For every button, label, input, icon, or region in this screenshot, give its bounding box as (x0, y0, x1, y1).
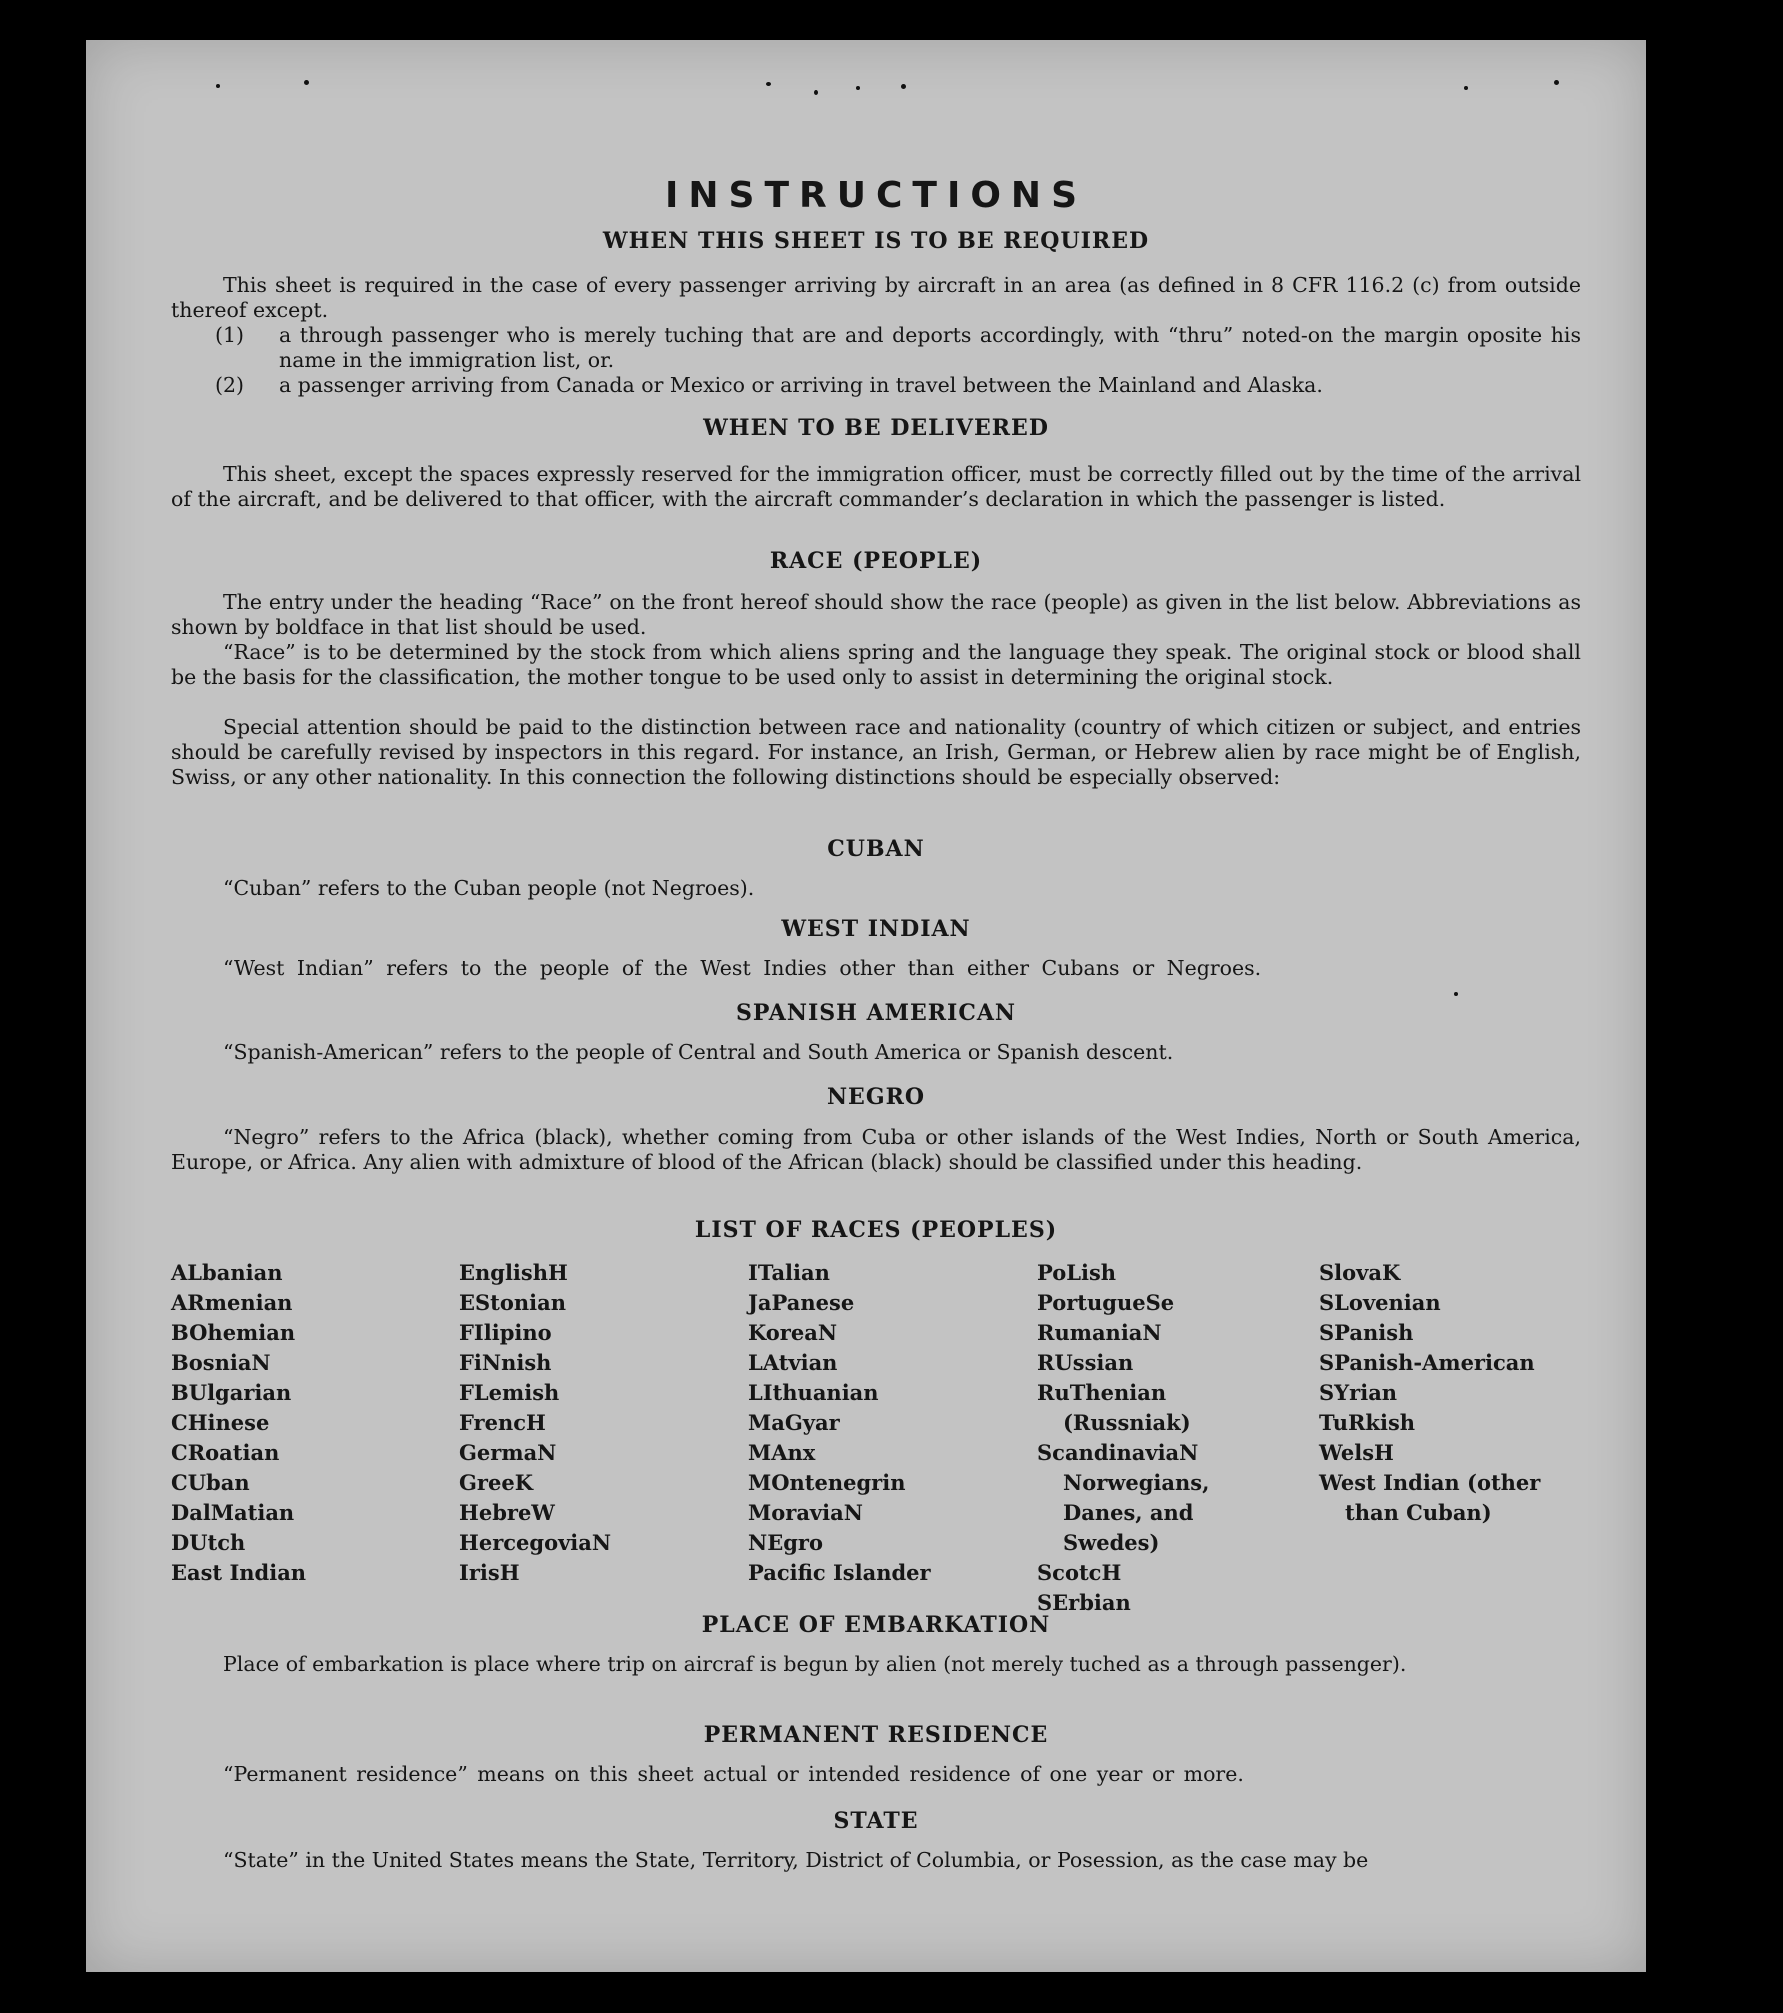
paragraph-negro: “Negro” refers to the Africa (black), whether coming from Cuba or other islands of the West Indies, North or South America, Europe, or Africa. Any alien with admixture of blood of the African (black) should be classified under this heading. (171, 1125, 1581, 1174)
paragraph-race-3: Special attention should be paid to the distinction between race and nationality (country of which citizen or subject, and entries should be carefully revised by inspectors in this regard. For instance, an Irish, German, or Hebrew alien by race might be of English, Swiss, or any other nationality. In this connection the following distinctions should be especially observed: (171, 715, 1581, 789)
race-item: SlovaK (1319, 1260, 1401, 1285)
scan-speck (901, 84, 906, 89)
race-item: EnglishH (459, 1260, 568, 1285)
race-item: CRoatian (171, 1440, 280, 1465)
heading-west-indian: WEST INDIAN (781, 916, 971, 942)
heading-embarkation: PLACE OF EMBARKATION (701, 1612, 1051, 1638)
race-item: KoreaN (748, 1320, 838, 1345)
race-item: EStonian (459, 1290, 566, 1315)
document-title: INSTRUCTIONS (665, 175, 1087, 216)
race-item: PoLish (1037, 1260, 1117, 1285)
scan-speck (856, 86, 860, 90)
paragraph-when-delivered: This sheet, except the spaces expressly reserved for the immigration officer, must be correctly filled out by the time of the arrival of the aircraft, and be delivered to that officer, with the aircraft commander’s declaration in which the passenger is listed. (171, 462, 1581, 511)
race-item: HebreW (459, 1500, 555, 1525)
list-item-text: a through passenger who is merely tuching that are and deports accordingly, with “thru” noted-on the margin oposite his name in the immigration list, or. (279, 323, 1581, 372)
heading-spanish-american: SPANISH AMERICAN (735, 1000, 1017, 1026)
heading-residence: PERMANENT RESIDENCE (703, 1722, 1049, 1748)
race-item: East Indian (171, 1560, 307, 1585)
heading-state: STATE (833, 1808, 919, 1834)
paragraph-embarkation: Place of embarkation is place where trip on aircraf is begun by alien (not merely tuched as a through passenger). (223, 1652, 1407, 1676)
scan-speck (1554, 80, 1559, 85)
race-item: PortugueSe (1037, 1290, 1175, 1315)
race-item: MaGyar (748, 1410, 840, 1435)
race-item: BOhemian (171, 1320, 296, 1345)
paragraph-race-1: The entry under the heading “Race” on the front hereof should show the race (people) as given in the list below. Abbreviations as shown by boldface in that list should be used. (171, 590, 1581, 639)
paragraph-residence: “Permanent residence” means on this sheet actual or intended residence of one year or more. (223, 1762, 1244, 1786)
list-item-text: a passenger arriving from Canada or Mexico or arriving in travel between the Mainland and Alaska. (279, 373, 1323, 397)
race-item: ALbanian (171, 1260, 283, 1285)
scan-speck (216, 84, 220, 88)
race-column (1037, 1258, 1282, 1618)
race-item: GreeK (459, 1470, 533, 1495)
race-item: RUssian (1037, 1350, 1134, 1375)
race-item: MOntenegrin (748, 1470, 906, 1495)
race-item: BUlgarian (171, 1380, 292, 1405)
race-item: NEgro (748, 1530, 823, 1555)
race-column (459, 1258, 729, 1588)
race-item: ScotcH (1037, 1560, 1122, 1585)
paragraph-cuban: “Cuban” refers to the Cuban people (not Negroes). (223, 876, 755, 900)
race-item: FrencH (459, 1410, 546, 1435)
race-item: FLemish (459, 1380, 560, 1405)
race-item: Pacific Islander (748, 1560, 931, 1585)
heading-cuban: CUBAN (827, 836, 925, 862)
race-item: ScandinaviaN Norwegians, Danes, and Swedes) (1037, 1440, 1210, 1555)
race-item: FIlipino (459, 1320, 552, 1345)
race-item: MAnx (748, 1440, 816, 1465)
race-item: RumaniaN (1037, 1320, 1162, 1345)
heading-when-delivered: WHEN TO BE DELIVERED (703, 415, 1049, 441)
heading-race: RACE (PEOPLE) (769, 548, 983, 574)
paragraph-state: “State” in the United States means the State, Territory, District of Columbia, or Posession, as the case may be (223, 1848, 1369, 1872)
scan-speck (1464, 86, 1468, 90)
paragraph-west-indian: “West Indian” refers to the people of the West Indies other than either Cubans or Negroes. (223, 956, 1262, 980)
race-item: RuThenian (Russniak) (1037, 1380, 1191, 1435)
race-item: LIthuanian (748, 1380, 879, 1405)
race-item: ARmenian (171, 1290, 293, 1315)
race-item: CUban (171, 1470, 250, 1495)
race-item: DUtch (171, 1530, 246, 1555)
race-item: WelsH (1319, 1440, 1394, 1465)
race-item: JaPanese (748, 1290, 855, 1315)
heading-list-of-races: LIST OF RACES (PEOPLES) (694, 1217, 1058, 1243)
race-item: ITalian (748, 1260, 830, 1285)
paragraph-race-2: “Race” is to be determined by the stock from which aliens spring and the language they speak. The original stock or blood shall be the basis for the classification, the mother tongue to be used only to assist in determining the original stock. (171, 640, 1581, 689)
list-item (215, 373, 1581, 398)
list-item-number: (2) (215, 373, 245, 397)
document-page (86, 40, 1646, 1972)
race-item: GermaN (459, 1440, 557, 1465)
scan-speck (814, 90, 818, 95)
heading-negro: NEGRO (826, 1084, 926, 1110)
list-item-number: (1) (215, 323, 245, 347)
scan-speck (766, 82, 771, 86)
race-item: TuRkish (1319, 1410, 1416, 1435)
race-column (1319, 1258, 1581, 1528)
race-column (171, 1258, 441, 1588)
race-item: DalMatian (171, 1500, 295, 1525)
race-item: MoraviaN (748, 1500, 863, 1525)
race-item: BosniaN (171, 1350, 271, 1375)
scan-speck (1454, 992, 1458, 996)
paragraph-when-required: This sheet is required in the case of every passenger arriving by aircraft in an area (as defined in 8 CFR 116.2 (c) from outside thereof except. (171, 273, 1581, 322)
race-item: SErbian (1037, 1590, 1131, 1615)
race-item: SLovenian (1319, 1290, 1441, 1315)
race-item: SYrian (1319, 1380, 1398, 1405)
race-item: SPanish-American (1319, 1350, 1535, 1375)
race-item: FiNnish (459, 1350, 552, 1375)
heading-when-required: WHEN THIS SHEET IS TO BE REQUIRED (602, 228, 1150, 254)
paragraph-spanish-american: “Spanish-American” refers to the people of Central and South America or Spanish descent. (223, 1040, 1174, 1064)
race-item: IrisH (459, 1560, 520, 1585)
race-item: LAtvian (748, 1350, 838, 1375)
race-column (748, 1258, 1018, 1588)
race-item: West Indian (other than Cuban) (1319, 1470, 1541, 1525)
race-item: SPanish (1319, 1320, 1414, 1345)
race-item: CHinese (171, 1410, 270, 1435)
race-item: HercegoviaN (459, 1530, 612, 1555)
list-item (215, 323, 1581, 373)
scan-speck (304, 80, 309, 85)
